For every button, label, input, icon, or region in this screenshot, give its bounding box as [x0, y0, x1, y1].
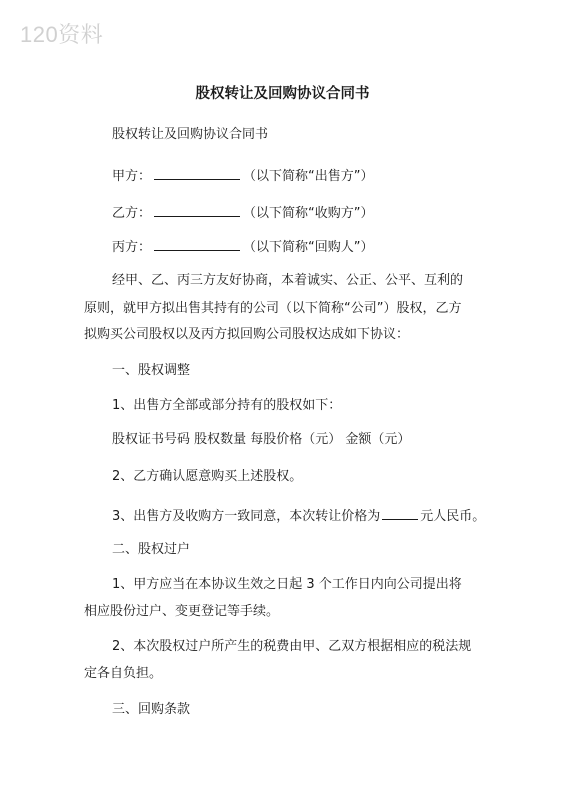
party-c-label: 丙方：: [112, 240, 152, 255]
party-a-line: [112, 167, 374, 183]
section-1-item-3-post: 元人民币。: [420, 509, 486, 524]
section-1-item-1: 1、出售方全部或部分持有的股权如下：: [112, 398, 342, 413]
document-subtitle: 股权转让及回购协议合同书: [112, 127, 269, 142]
section-2-heading: 二、股权过户: [112, 542, 191, 557]
section-1-item-3-pre: 3、出售方及收购方一致同意，本次转让价格为: [112, 509, 381, 524]
intro-line-1: 经甲、乙、丙三方友好协商，本着诚实、公正、公平、互利的: [112, 273, 464, 288]
section-2-item-2-line-1: 2、本次股权过户所产生的税费由甲、乙双方根据相应的税法规: [112, 639, 472, 654]
party-a-blank: [154, 167, 240, 180]
party-a-label: 甲方：: [112, 169, 152, 184]
section-2-item-2-line-2: 定各自负担。: [84, 666, 163, 681]
party-c-blank: [154, 238, 240, 251]
intro-line-2: 原则，就甲方拟出售其持有的公司（以下简称“公司”）股权，乙方: [84, 301, 462, 316]
price-blank: [382, 507, 418, 520]
section-1-item-2: 2、乙方确认愿意购买上述股权。: [112, 469, 303, 484]
intro-line-3: 拟购买公司股权以及丙方拟回购公司股权达成如下协议：: [84, 327, 410, 342]
section-1-columns: 股权证书号码 股权数量 每股价格（元） 金额（元）: [112, 432, 411, 447]
section-1-heading: 一、股权调整: [112, 363, 191, 378]
section-3-heading: 三、回购条款: [112, 702, 191, 717]
party-c-note: （以下简称“回购人”）: [243, 240, 374, 255]
party-a-note: （以下简称“出售方”）: [243, 169, 374, 184]
party-b-label: 乙方：: [112, 206, 152, 221]
section-2-item-1-line-2: 相应股份过户、变更登记等手续。: [84, 604, 280, 619]
party-b-blank: [154, 204, 240, 217]
watermark: 120资料: [20, 22, 104, 47]
document-title: 股权转让及回购协议合同书: [195, 86, 370, 102]
party-b-note: （以下简称“收购方”）: [243, 206, 374, 221]
party-c-line: [112, 238, 374, 254]
party-b-line: [112, 204, 374, 220]
section-1-item-3: [112, 507, 485, 523]
section-2-item-1-line-1: 1、甲方应当在本协议生效之日起 3 个工作日内向公司提出将: [112, 577, 462, 592]
